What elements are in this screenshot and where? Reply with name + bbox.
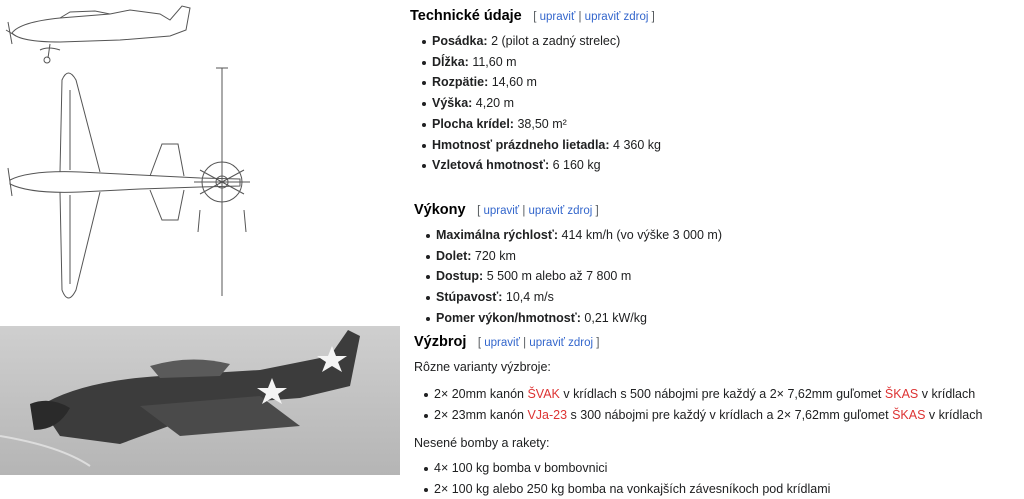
aircraft-photo-image [0, 326, 400, 475]
list-item [426, 266, 722, 287]
variants-label: Rôzne varianty výzbroje: [414, 360, 551, 374]
spec-label: Pomer výkon/hmotnosť: [436, 310, 581, 325]
spec-label: Dolet: [436, 248, 472, 263]
technical-list [422, 31, 661, 176]
bombs-list [424, 458, 830, 499]
spec-label: Stúpavosť: [436, 290, 503, 305]
list-item [426, 308, 722, 329]
list-item [426, 287, 722, 308]
list-item: 2× 23mm kanón VJa-23 s 300 nábojmi pre každý v krídlach a 2× 7,62mm guľomet ŠKAS v krídlach [424, 405, 982, 426]
svak-link[interactable]: ŠVAK [527, 387, 560, 401]
spec-label: Výška: [432, 96, 473, 111]
list-item [422, 114, 661, 135]
performance-edit-links: [ upraviť | upraviť zdroj ] [477, 205, 599, 217]
armament-edit-link[interactable]: upraviť [484, 337, 520, 349]
performance-list [426, 225, 722, 329]
spec-label: Plocha krídel: [432, 116, 514, 131]
skas-link-2[interactable]: ŠKAS [892, 407, 926, 422]
list-item: 2× 20mm kanón ŠVAK v krídlach s 500 nábojmi pre každý a 2× 7,62mm guľomet ŠKAS v krídlach [424, 384, 982, 405]
spec-value: 38,50 m² [517, 116, 567, 131]
spec-label: Hmotnosť prázdneho lietadla: [432, 137, 610, 152]
spec-value: 11,60 m [472, 54, 517, 69]
performance-edit-link[interactable]: upraviť [483, 205, 520, 217]
spec-label: Dostup: [436, 269, 484, 284]
list-item [422, 31, 661, 52]
performance-heading: Výkony [414, 202, 466, 218]
armament-heading: Výzbroj [414, 334, 467, 350]
bombs-label: Nesené bomby a rakety: [414, 436, 550, 450]
spec-value: 0,21 kW/kg [584, 310, 647, 325]
technical-edit-source-link[interactable]: upraviť zdroj [584, 11, 649, 23]
aircraft-blueprint-image [0, 0, 400, 322]
list-item [422, 93, 661, 114]
spec-value: 414 km/h (vo výške 3 000 m) [561, 228, 722, 242]
spec-label: Dĺžka: [432, 54, 469, 69]
technical-heading: Technické údaje [410, 8, 522, 24]
spec-label: Vzletová hmotnosť: [432, 158, 550, 173]
list-item [426, 225, 722, 246]
spec-value: 4 360 kg [613, 137, 661, 152]
spec-value: 10,4 m/s [505, 290, 554, 305]
technical-edit-links: [ upraviť | upraviť zdroj ] [533, 11, 655, 23]
spec-label: Maximálna rýchlosť: [436, 228, 559, 242]
vja-23-link[interactable]: VJa-23 [527, 407, 568, 422]
list-item [426, 246, 722, 267]
spec-value: 2 (pilot a zadný strelec) [491, 34, 621, 48]
technical-edit-link[interactable]: upraviť [539, 11, 576, 23]
spec-value: 6 160 kg [552, 158, 601, 173]
armament-edit-source-link[interactable]: upraviť zdroj [529, 337, 594, 349]
list-item [422, 155, 661, 176]
armament-edit-links: [ upraviť | upraviť zdroj ] [477, 337, 600, 349]
performance-section [414, 202, 722, 329]
variants-list [424, 384, 982, 425]
performance-edit-source-link[interactable]: upraviť zdroj [528, 205, 593, 217]
skas-link[interactable]: ŠKAS [884, 387, 919, 401]
spec-value: 5 500 m alebo až 7 800 m [486, 269, 632, 284]
list-item: 2× 100 kg alebo 250 kg bomba na vonkajších závesníkoch pod krídlami [424, 479, 830, 499]
spec-value: 14,60 m [491, 75, 537, 90]
spec-value: 4,20 m [475, 96, 515, 111]
list-item: 4× 100 kg bomba v bombovnici [424, 458, 830, 479]
spec-label: Rozpätie: [432, 75, 489, 90]
technical-section [410, 8, 661, 176]
armament-section [414, 334, 599, 350]
spec-label: Posádka: [432, 34, 488, 48]
list-item [422, 72, 661, 93]
spec-value: 720 km [474, 248, 516, 263]
list-item [422, 135, 661, 156]
list-item [422, 52, 661, 73]
